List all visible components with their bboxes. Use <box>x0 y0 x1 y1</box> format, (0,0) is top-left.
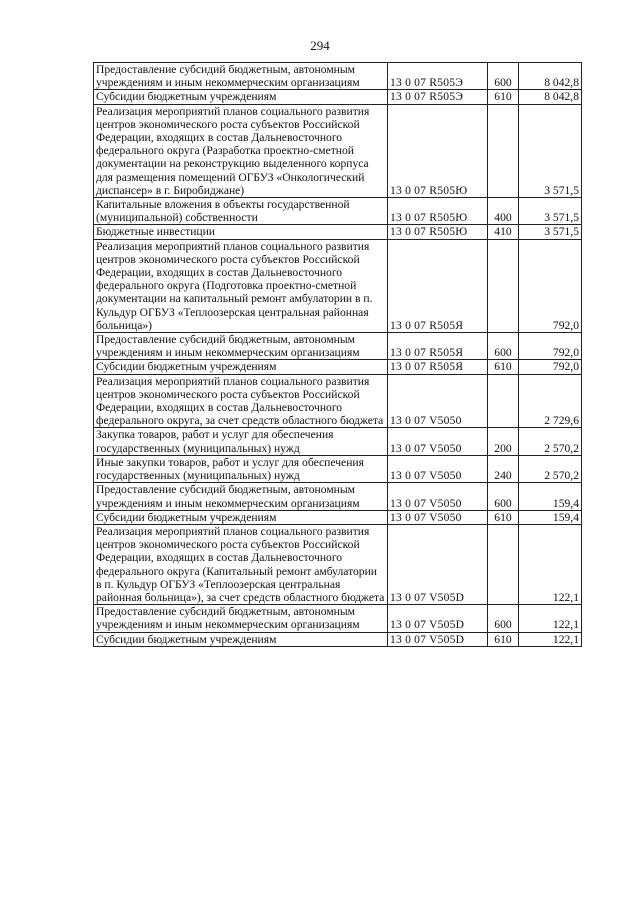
row-amount-cell: 159,4 <box>519 483 582 510</box>
row-amount-cell: 2 570,2 <box>519 455 582 482</box>
page-number: 294 <box>310 38 330 53</box>
row-amount-cell: 122,1 <box>519 632 582 646</box>
row-name-cell: Субсидии бюджетным учреждениям <box>94 90 388 104</box>
row-code-cell: 13 0 07 V5050 <box>388 510 488 524</box>
row-type-cell: 610 <box>488 360 519 374</box>
row-type-cell: 610 <box>488 90 519 104</box>
row-type-cell <box>488 104 519 197</box>
table-row <box>94 524 582 604</box>
row-code-cell: 13 0 07 V5050 <box>388 483 488 510</box>
row-code-cell: 13 0 07 R505Я <box>388 333 488 360</box>
row-name-cell: Предоставление субсидий бюджетным, автономным учреждениям и иным некоммерческим организациям <box>94 63 388 90</box>
table-row <box>94 455 582 482</box>
row-amount-cell: 792,0 <box>519 360 582 374</box>
row-amount-cell: 3 571,5 <box>519 104 582 197</box>
row-code-cell: 13 0 07 R505Э <box>388 90 488 104</box>
row-code-cell: 13 0 07 V5050 <box>388 374 488 428</box>
row-amount-cell: 3 571,5 <box>519 225 582 239</box>
row-code-cell: 13 0 07 R505Ю <box>388 225 488 239</box>
row-type-cell: 200 <box>488 428 519 455</box>
row-name-cell: Закупка товаров, работ и услуг для обеспечения государственных (муниципальных) нужд <box>94 428 388 455</box>
row-type-cell <box>488 239 519 332</box>
row-code-cell: 13 0 07 R505Э <box>388 63 488 90</box>
row-amount-cell: 792,0 <box>519 333 582 360</box>
row-amount-cell: 792,0 <box>519 239 582 332</box>
row-code-cell: 13 0 07 V505D <box>388 632 488 646</box>
table-row <box>94 198 582 225</box>
table-row <box>94 90 582 104</box>
row-name-cell: Реализация мероприятий планов социального развития центров экономического роста субъектов Российской Федерации, входящих в состав Дальневосточного федерального округа (Подготовка проектно-сметной документации на капитальный ремонт амбулатории в п. Кульдур ОГБУЗ «Теплоозерская центральная районная больница») <box>94 239 388 332</box>
row-amount-cell: 3 571,5 <box>519 198 582 225</box>
row-code-cell: 13 0 07 V505D <box>388 605 488 632</box>
row-type-cell: 600 <box>488 333 519 360</box>
table-row <box>94 632 582 646</box>
table-row <box>94 104 582 197</box>
budget-table <box>93 62 582 647</box>
row-type-cell <box>488 374 519 428</box>
row-name-cell: Иные закупки товаров, работ и услуг для обеспечения государственных (муниципальных) нужд <box>94 455 388 482</box>
row-name-cell: Субсидии бюджетным учреждениям <box>94 360 388 374</box>
row-amount-cell: 8 042,8 <box>519 63 582 90</box>
row-type-cell: 600 <box>488 605 519 632</box>
row-type-cell: 610 <box>488 510 519 524</box>
table-row <box>94 428 582 455</box>
row-name-cell: Субсидии бюджетным учреждениям <box>94 632 388 646</box>
row-amount-cell: 122,1 <box>519 524 582 604</box>
row-code-cell: 13 0 07 R505Ю <box>388 198 488 225</box>
row-type-cell: 400 <box>488 198 519 225</box>
row-type-cell: 240 <box>488 455 519 482</box>
table-row <box>94 510 582 524</box>
row-amount-cell: 8 042,8 <box>519 90 582 104</box>
table-row <box>94 239 582 332</box>
row-code-cell: 13 0 07 R505Я <box>388 360 488 374</box>
row-name-cell: Реализация мероприятий планов социального развития центров экономического роста субъектов Российской Федерации, входящих в состав Дальневосточного федерального округа (Капитальный ремонт амбулатории в п. Кульдур ОГБУЗ «Теплоозерская центральная районная больница»), за счет средств областного бюджета <box>94 524 388 604</box>
row-type-cell: 600 <box>488 63 519 90</box>
row-code-cell: 13 0 07 V5050 <box>388 455 488 482</box>
row-code-cell: 13 0 07 R505Я <box>388 239 488 332</box>
row-name-cell: Реализация мероприятий планов социального развития центров экономического роста субъектов Российской Федерации, входящих в состав Дальневосточного федерального округа (Разработка проектно-сметной документации на реконструкцию выделенного корпуса для размещения помещений ОГБУЗ «Онкологический диспансер» в г. Биробиджане) <box>94 104 388 197</box>
row-type-cell: 610 <box>488 632 519 646</box>
row-name-cell: Капитальные вложения в объекты государственной (муниципальной) собственности <box>94 198 388 225</box>
row-type-cell: 600 <box>488 483 519 510</box>
row-code-cell: 13 0 07 R505Ю <box>388 104 488 197</box>
row-amount-cell: 122,1 <box>519 605 582 632</box>
table-row <box>94 63 582 90</box>
table-row <box>94 483 582 510</box>
row-amount-cell: 2 570,2 <box>519 428 582 455</box>
row-name-cell: Предоставление субсидий бюджетным, автономным учреждениям и иным некоммерческим организациям <box>94 333 388 360</box>
row-name-cell: Бюджетные инвестиции <box>94 225 388 239</box>
row-type-cell: 410 <box>488 225 519 239</box>
table-row <box>94 374 582 428</box>
row-amount-cell: 2 729,6 <box>519 374 582 428</box>
row-type-cell <box>488 524 519 604</box>
row-code-cell: 13 0 07 V5050 <box>388 428 488 455</box>
row-name-cell: Субсидии бюджетным учреждениям <box>94 510 388 524</box>
table-row <box>94 225 582 239</box>
row-amount-cell: 159,4 <box>519 510 582 524</box>
row-code-cell: 13 0 07 V505D <box>388 524 488 604</box>
row-name-cell: Предоставление субсидий бюджетным, автономным учреждениям и иным некоммерческим организациям <box>94 605 388 632</box>
table-row <box>94 333 582 360</box>
row-name-cell: Реализация мероприятий планов социального развития центров экономического роста субъектов Российской Федерации, входящих в состав Дальневосточного федерального округа, за счет средств областного бюджета <box>94 374 388 428</box>
row-name-cell: Предоставление субсидий бюджетным, автономным учреждениям и иным некоммерческим организациям <box>94 483 388 510</box>
table-row <box>94 360 582 374</box>
budget-table-body <box>94 63 582 647</box>
table-row <box>94 605 582 632</box>
